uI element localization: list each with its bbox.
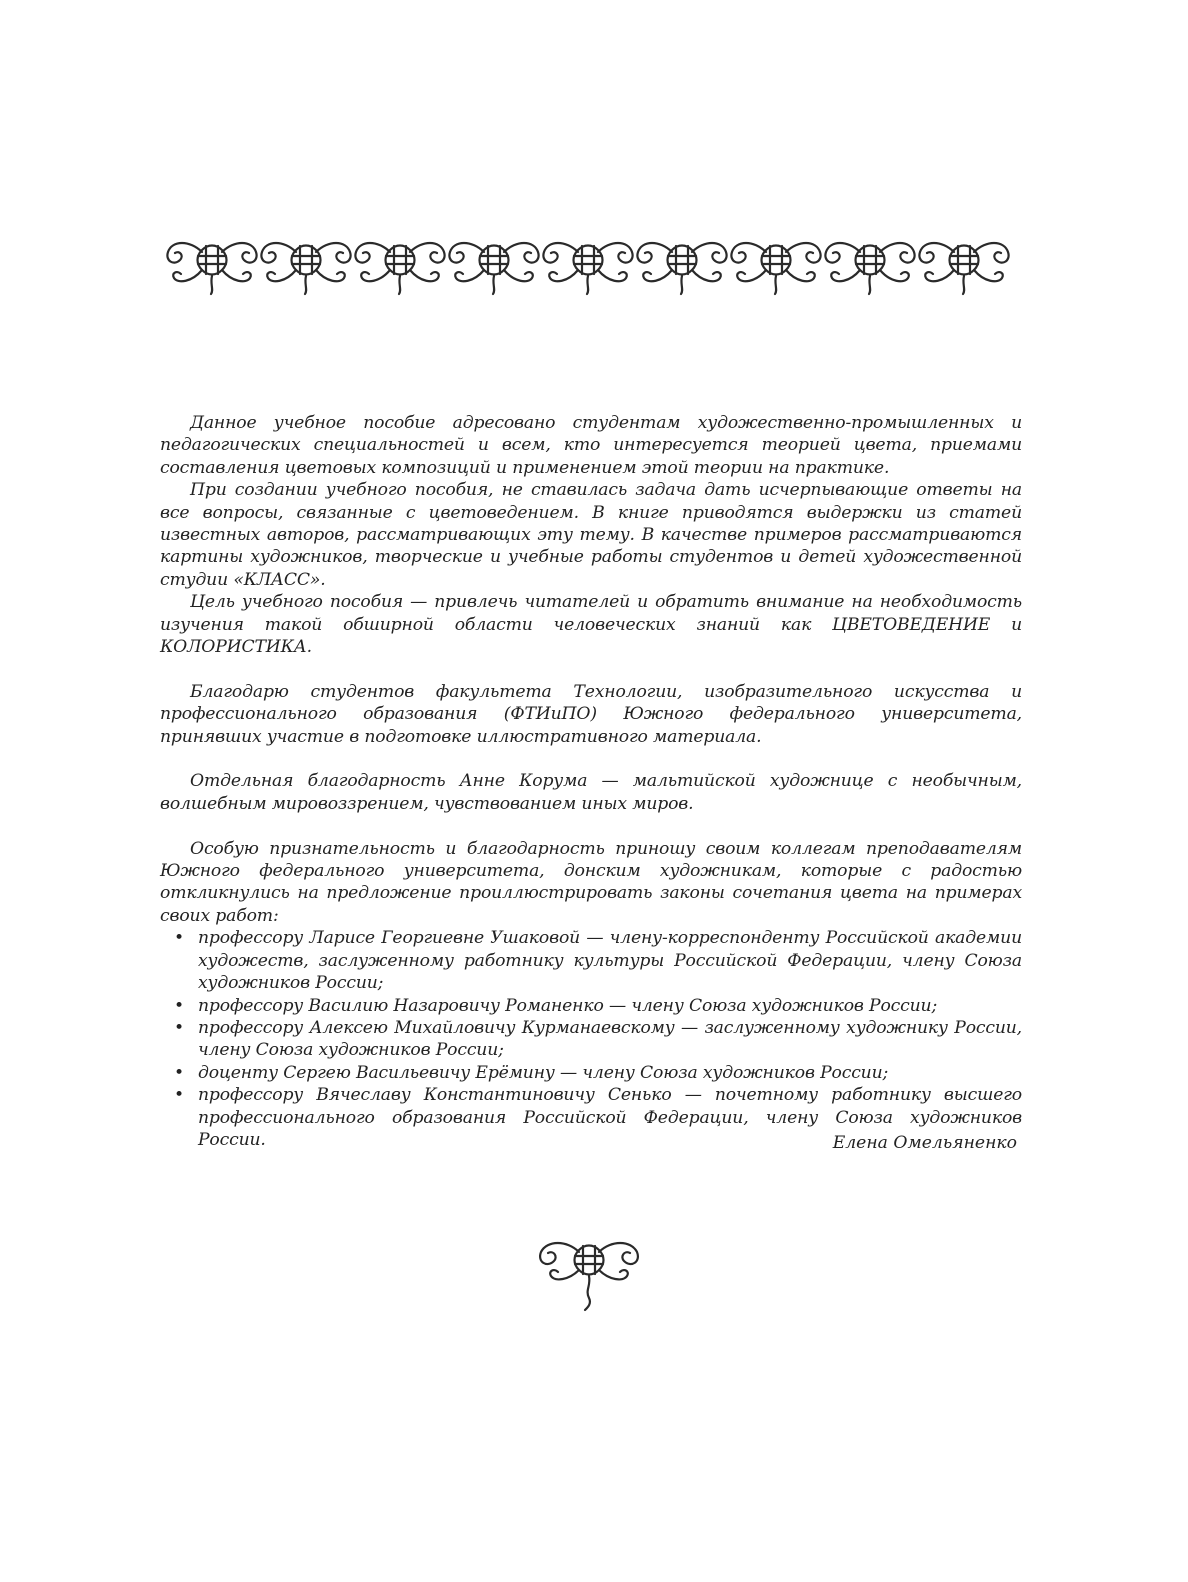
paragraph-thanks-colleagues: Особую признательность и благодарность приношу своим коллегам преподавателям Южного федерального университета, донским художникам, которые с радостью откликнулись на предложение проиллюстрировать законы сочетания цвета на примерах своих работ: (160, 838, 1022, 926)
list-item: • профессору Василию Назаровичу Романенко — члену Союза художников России; (160, 995, 1022, 1017)
colleagues-list (160, 927, 1022, 1151)
list-item: • профессору Ларисе Георгиевне Ушаковой — члену-корреспонденту Российской академии художеств, заслуженному работнику культуры Российской Федерации, члену Союза художников России; (160, 927, 1022, 994)
main-text (160, 412, 1022, 1151)
paragraph-thanks-students: Благодарю студентов факультета Технологии, изобразительного искусства и профессионального образования (ФТИиПО) Южного федерального университета, принявших участие в подготовке иллюстративного материала. (160, 681, 1022, 747)
paragraph-goal: Цель учебного пособия — привлечь читателей и обратить внимание на необходимость изучения такой обширной области человеческих знаний как ЦВЕТОВЕДЕНИЕ и КОЛОРИСТИКА. (160, 592, 1022, 658)
paragraph-thanks-koruma: Отдельная благодарность Анне Корума — мальтийской художнице с необычным, волшебным мировоззрением, чувствованием иных миров. (160, 771, 1022, 814)
list-item: • доценту Сергею Васильевичу Ерёмину — члену Союза художников России; (160, 1062, 1022, 1084)
paragraph-intro: Данное учебное пособие адресовано студентам художественно-промышленных и педагогических специальностей и всем, кто интересуется теорией цвета, приемами составления цветовых композиций и применением этой теории на практике. (160, 413, 1022, 478)
ornamental-border-top (162, 230, 1012, 300)
list-item: • профессору Вячеславу Константиновичу Сенько — почетному работнику высшего профессионального образования Российской Федерации, члену Союза художников России. (160, 1084, 1022, 1151)
author-signature: Елена Омельяненко (832, 1133, 1017, 1153)
ornament-bottom (533, 1232, 645, 1314)
paragraph-purpose: При создании учебного пособия, не ставилась задача дать исчерпывающие ответы на все вопросы, связанные с цветоведением. В книге приводятся выдержки из статей известных авторов, рассматривающих эту тему. В качестве примеров рассматриваются картины художников, творческие и учебные работы студентов и детей художественной студии «КЛАСС». (160, 480, 1022, 590)
list-item: • профессору Алексею Михайловичу Курманаевскому — заслуженному художнику России, члену Союза художников России; (160, 1017, 1022, 1062)
